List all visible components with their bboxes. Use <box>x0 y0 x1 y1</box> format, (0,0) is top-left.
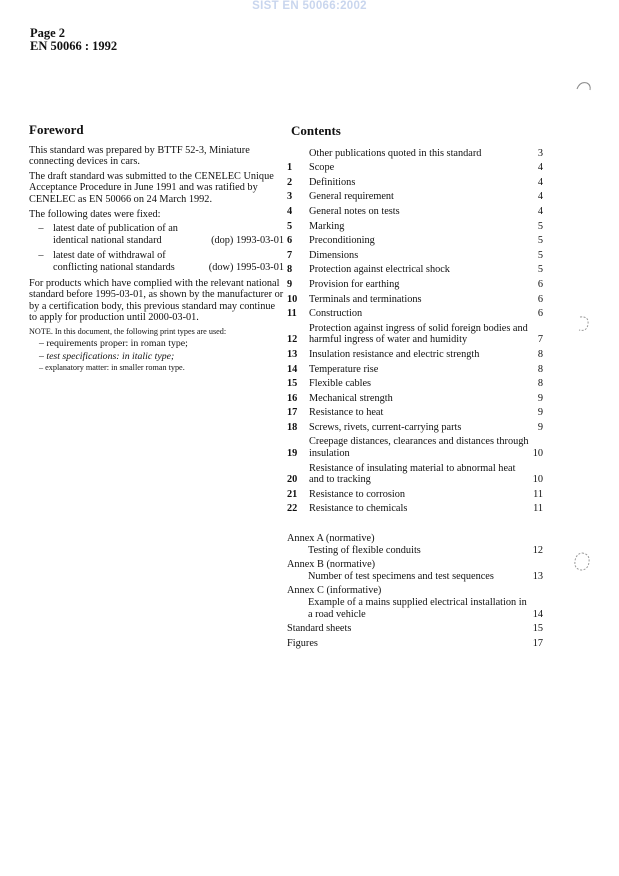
extra-page: 15 <box>532 623 543 635</box>
annex-title: Testing of flexible conduits <box>308 544 421 556</box>
toc-title: Resistance of insulating material to abnormal heat and to tracking <box>309 462 516 486</box>
toc-title: Dimensions <box>309 249 359 261</box>
toc-number: 7 <box>287 249 293 261</box>
annex-entry <box>287 585 543 620</box>
toc-list <box>287 148 543 515</box>
print-types-note <box>29 327 284 373</box>
toc-number: 10 <box>287 293 298 305</box>
toc-entry <box>287 148 543 160</box>
fixed-date-value: (dop) 1993-03-01 <box>211 234 284 246</box>
toc-entry <box>287 393 543 405</box>
toc-entry <box>287 323 543 346</box>
toc-entry <box>287 177 543 189</box>
toc-number: 17 <box>287 407 298 419</box>
toc-title: Protection against ingress of solid foreign bodies and harmful ingress of water and humidity <box>309 322 528 346</box>
toc-number: 1 <box>287 162 293 174</box>
toc-page: 5 <box>537 249 543 261</box>
extra-page: 17 <box>532 637 543 649</box>
annex-title: Example of a mains supplied electrical installation in a road vehicle <box>308 597 527 620</box>
toc-entry <box>287 308 543 320</box>
toc-entry <box>287 191 543 203</box>
toc-title: Scope <box>309 162 335 174</box>
watermark: SIST EN 50066:2002 <box>252 0 367 12</box>
annex-row <box>287 571 543 583</box>
extra-entry <box>287 623 543 635</box>
toc-number: 15 <box>287 378 298 390</box>
annex-row <box>287 545 543 557</box>
toc-page: 3 <box>537 147 543 159</box>
annex-page: 13 <box>532 570 543 582</box>
page-number: Page 2 <box>30 26 66 40</box>
foreword-section <box>29 124 284 373</box>
standard-id: EN 50066 : 1992 <box>30 39 118 53</box>
toc-page: 9 <box>537 392 543 404</box>
print-type-small: – explanatory matter: in smaller roman type. <box>39 362 185 372</box>
toc-title: General notes on tests <box>309 205 400 217</box>
annex-entry <box>287 559 543 582</box>
toc-page: 8 <box>537 378 543 390</box>
print-type-italic: – test specifications: in italic type; <box>39 350 175 362</box>
print-type-roman: – requirements proper: in roman type; <box>39 337 188 349</box>
toc-page: 6 <box>537 308 543 320</box>
fixed-date-line: latest date of withdrawal of <box>53 250 166 262</box>
toc-entry <box>287 235 543 247</box>
toc-title: Creepage distances, clearances and distances through insulation <box>309 436 529 460</box>
toc-number: 22 <box>287 503 298 515</box>
annex-label: Annex A (normative) <box>287 533 375 545</box>
toc-number: 2 <box>287 176 293 188</box>
extra-title: Figures <box>287 637 318 649</box>
fixed-dates-list <box>29 223 284 273</box>
toc-title: Temperature rise <box>309 363 379 375</box>
toc-entry <box>287 206 543 218</box>
toc-number: 5 <box>287 220 293 232</box>
toc-number: 13 <box>287 348 298 360</box>
toc-page: 8 <box>537 363 543 375</box>
toc-title: Preconditioning <box>309 235 375 247</box>
fixed-date-line: conflicting national standards <box>53 261 175 273</box>
toc-page: 4 <box>537 162 543 174</box>
toc-title: Marking <box>309 220 345 232</box>
toc-entry <box>287 279 543 291</box>
fixed-date-item: – latest date of publication of an identical national standard (dop) 1993-03-01 <box>38 223 284 246</box>
contents-title: Contents <box>291 123 341 138</box>
toc-title: Insulation resistance and electric strength <box>309 348 480 360</box>
toc-title: Protection against electrical shock <box>309 264 450 276</box>
foreword-paragraph: For products which have complied with the relevant national standard before 1995-03-01, as shown by the manufacturer or by a certification body, this previous standard may continue to apply for production until 2000-03-01. <box>29 277 284 324</box>
toc-number: 6 <box>287 235 293 247</box>
toc-title: Screws, rivets, current-carrying parts <box>309 421 462 433</box>
toc-number: 12 <box>287 334 298 346</box>
toc-page: 6 <box>537 293 543 305</box>
toc-entry <box>287 364 543 376</box>
toc-title: Definitions <box>309 176 356 188</box>
toc-title: Flexible cables <box>309 378 372 390</box>
fixed-date-item: – latest date of withdrawal of conflicting national standards (dow) 1995-03-01 <box>38 250 284 273</box>
fixed-date-line: latest date of publication of an <box>53 223 178 235</box>
fixed-date-value: (dow) 1995-03-01 <box>208 261 284 273</box>
extra-entry <box>287 638 543 650</box>
foreword-paragraph: The draft standard was submitted to the CENELEC Unique Acceptance Procedure in June 1991 and was ratified by CENELEC as EN 50066 on 24 March 1992. <box>29 170 274 205</box>
toc-page: 10 <box>532 448 543 460</box>
toc-number: 20 <box>287 474 298 486</box>
toc-number: 16 <box>287 392 298 404</box>
toc-entry <box>287 221 543 233</box>
toc-title: Terminals and terminations <box>309 293 422 305</box>
toc-title: Mechanical strength <box>309 392 393 404</box>
toc-entry <box>287 294 543 306</box>
toc-page: 7 <box>537 334 543 346</box>
toc-entry <box>287 407 543 419</box>
foreword-paragraph: The following dates were fixed: <box>29 208 161 220</box>
extra-title: Standard sheets <box>287 623 352 635</box>
extra-list <box>287 623 543 649</box>
annex-entry <box>287 533 543 556</box>
toc-entry <box>287 436 543 459</box>
toc-page: 11 <box>533 503 543 515</box>
toc-number: 8 <box>287 264 293 276</box>
toc-entry <box>287 503 543 515</box>
annex-page: 14 <box>532 608 543 620</box>
toc-entry <box>287 422 543 434</box>
toc-entry <box>287 378 543 390</box>
toc-page: 9 <box>537 421 543 433</box>
annex-page: 12 <box>532 544 543 556</box>
toc-number: 3 <box>287 191 293 203</box>
toc-page: 5 <box>537 220 543 232</box>
toc-page: 9 <box>537 407 543 419</box>
toc-number: 19 <box>287 448 298 460</box>
foreword-title: Foreword <box>29 122 84 137</box>
toc-entry <box>287 264 543 276</box>
contents-section <box>287 125 543 652</box>
toc-entry <box>287 250 543 262</box>
toc-page: 4 <box>537 205 543 217</box>
toc-title: Resistance to chemicals <box>309 503 408 515</box>
scan-mark-icon <box>574 313 594 335</box>
toc-entry <box>287 463 543 486</box>
toc-number: 9 <box>287 278 293 290</box>
scan-mark-icon <box>574 78 594 94</box>
toc-page: 4 <box>537 191 543 203</box>
annex-title: Number of test specimens and test sequences <box>308 570 494 582</box>
toc-entry <box>287 162 543 174</box>
toc-entry <box>287 489 543 501</box>
scan-mark-icon <box>571 550 593 574</box>
toc-number: 14 <box>287 363 298 375</box>
toc-page: 6 <box>537 278 543 290</box>
toc-title: Resistance to corrosion <box>309 488 406 500</box>
note-heading: NOTE. In this document, the following print types are used: <box>29 326 227 336</box>
toc-page: 10 <box>532 474 543 486</box>
toc-page: 8 <box>537 348 543 360</box>
annex-row <box>287 597 543 620</box>
toc-title: General requirement <box>309 191 394 203</box>
toc-page: 4 <box>537 176 543 188</box>
toc-number: 11 <box>287 308 297 320</box>
foreword-paragraph: This standard was prepared by BTTF 52-3, Miniature connecting devices in cars. <box>29 144 250 168</box>
annex-label: Annex B (normative) <box>287 559 376 571</box>
annex-list <box>287 533 543 620</box>
toc-number: 18 <box>287 421 298 433</box>
toc-page: 11 <box>533 488 543 500</box>
toc-title: Construction <box>309 308 363 320</box>
annex-label: Annex C (informative) <box>287 585 382 597</box>
toc-page: 5 <box>537 264 543 276</box>
toc-page: 5 <box>537 235 543 247</box>
fixed-date-line: identical national standard <box>53 234 162 246</box>
toc-title: Other publications quoted in this standard <box>309 147 482 159</box>
toc-title: Resistance to heat <box>309 407 384 419</box>
toc-number: 4 <box>287 205 293 217</box>
toc-title: Provision for earthing <box>309 278 400 290</box>
toc-entry <box>287 349 543 361</box>
toc-number: 21 <box>287 488 298 500</box>
